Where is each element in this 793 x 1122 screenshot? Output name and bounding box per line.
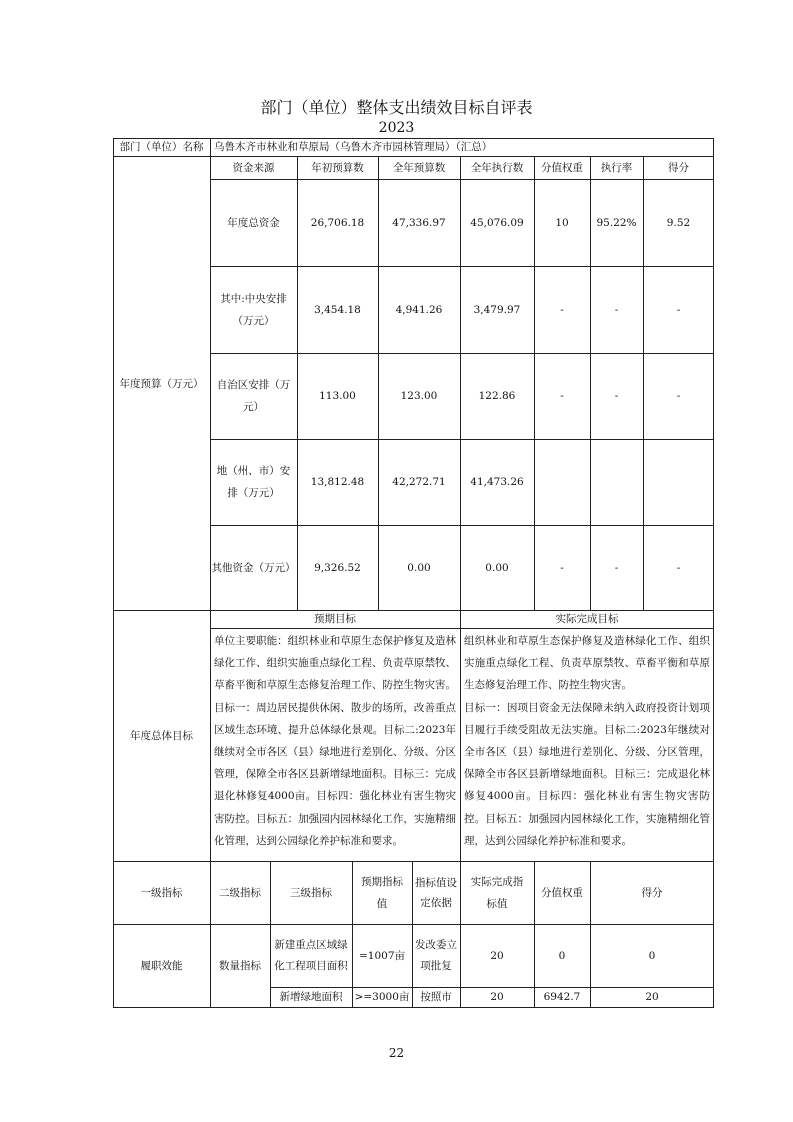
level2-cell: 数量指标 [219,959,261,972]
evaluation-table [113,138,714,1008]
budget-score: - [676,303,681,316]
budget-weight: - [560,303,564,316]
budget-executed: 45,076.09 [470,216,524,229]
budget-executed: 3,479.97 [473,303,521,316]
goals-label: 年度总体目标 [130,729,193,742]
expected-cell: >=3000亩 [354,991,410,1003]
basis-cell: 发改委立项批复 [415,938,457,972]
budget-annual: 4,941.26 [395,303,443,316]
year-subtitle: 2023 [378,120,415,136]
header-executed: 全年执行数 [470,161,524,174]
budget-weight: 10 [555,216,569,229]
budget-weight [534,439,590,525]
header-basis: 指标值设定依据 [415,876,457,909]
level3-cell: 新建重点区域绿化工程项目面积 [274,938,348,972]
header-initial: 年初预算数 [311,161,364,174]
budget-rate: - [614,390,619,402]
budget-source: 其中:中央安排（万元） [220,292,287,327]
budget-score: - [676,561,681,574]
expected-cell: =1007亩 [358,949,406,962]
level1-cell: 履职效能 [140,959,183,972]
header-annual: 全年预算数 [392,161,446,174]
budget-annual: 42,272.71 [392,476,446,488]
weight-cell: 6942.7 [543,991,581,1003]
actual-cell: 20 [490,991,504,1003]
page-number: 22 [388,1046,405,1060]
header-weight: 分值权重 [541,161,583,174]
weight-cell: 0 [558,949,566,962]
budget-weight: - [560,390,564,402]
actual-cell: 20 [490,949,504,962]
header-level2: 二级指标 [219,886,261,899]
level3-cell: 新增绿地面积 [279,991,343,1003]
basis-cell: 按照市 [420,991,452,1003]
dept-label: 部门（单位）名称 [119,141,204,153]
dept-value: 乌鲁木齐市林业和草原局（乌鲁木齐市园林管理局）（汇总） [214,141,493,153]
actual-goals-header: 实际完成目标 [555,613,619,625]
header-source: 资金来源 [232,161,275,174]
budget-rate: - [614,303,619,316]
budget-score: - [676,390,681,402]
score-cell: 20 [645,991,659,1003]
page-title: 部门（单位）整体支出绩效目标自评表 [260,98,533,117]
budget-executed: 41,473.26 [470,476,524,488]
budget-annual: 47,336.97 [392,216,446,229]
budget-source: 自治区安排（万元） [216,379,291,413]
actual-goals-text: 组织林业和草原生态保护修复及造林绿化工作、组织实施重点绿化工程、负责草原禁牧、草畜平衡和草原生态修复治理工作、防控生物灾害。 目标一：因项目资金无法保障未纳入政府投资计划项目履行手续受阻故无法实施。目标二:2023年继续对全市各区（县）绿地进行差别化、分级、分区管理，保障全市各区县新增绿地面积。目标三：完成退化林修复4000亩。目标四：强化林业有害生物灾害防控。目标五：加强园内园林绿化工作，实施精细化管理，达到公园绿化养护标准和要求。 [464,635,710,847]
budget-initial: 9,326.52 [314,561,361,574]
budget-source: 地（州、市）安排（万元） [216,465,291,499]
budget-initial: 113.00 [319,390,356,402]
budget-annual: 123.00 [400,390,438,402]
budget-initial: 13,812.48 [310,476,365,488]
budget-rate: - [614,561,619,574]
budget-executed: 122.86 [478,390,516,402]
budget-score [643,439,714,525]
header-ind-score: 得分 [641,886,663,899]
budget-source: 其他资金（万元） [211,561,296,574]
budget-initial: 26,706.18 [310,216,365,229]
header-rate: 执行率 [600,161,633,174]
expected-goals-text: 单位主要职能：组织林业和草原生态保护修复及造林绿化工作、组织实施重点绿化工程、负责草原禁牧、草畜平衡和草原生态修复治理工作、防控生物灾害。目标一：周边居民提供休闲、散步的场所，改善重点区域生态环境、提升总体绿化景观。目标二:2023年继续对全市各区（县）绿地进行差别化、分级、分区管理，保障全市各区县新增绿地面积。目标三：完成退化林修复4000亩。目标四：强化林业有害生物灾害防控。目标五：加强园内园林绿化工作，实施精细化管理，达到公园绿化养护标准和要求。 [214,635,456,847]
budget-source: 年度总资金 [227,216,280,229]
expected-goals-header: 预期目标 [314,613,356,625]
budget-rate [590,439,643,525]
header-expected: 预期指标值 [361,875,403,910]
budget-annual: 0.00 [407,561,431,574]
header-score: 得分 [668,161,689,174]
budget-score: 9.52 [666,216,691,229]
budget-executed: 0.00 [485,561,509,574]
budget-label: 年度预算（万元） [119,377,204,390]
header-actual: 实际完成指标值 [470,875,524,910]
budget-weight: - [560,561,564,574]
header-level3: 三级指标 [290,886,332,899]
budget-rate: 95.22% [596,216,637,229]
header-level1: 一级指标 [140,886,183,899]
score-cell: 0 [648,949,656,962]
header-ind-weight: 分值权重 [541,886,583,899]
budget-initial: 3,454.18 [314,303,361,316]
